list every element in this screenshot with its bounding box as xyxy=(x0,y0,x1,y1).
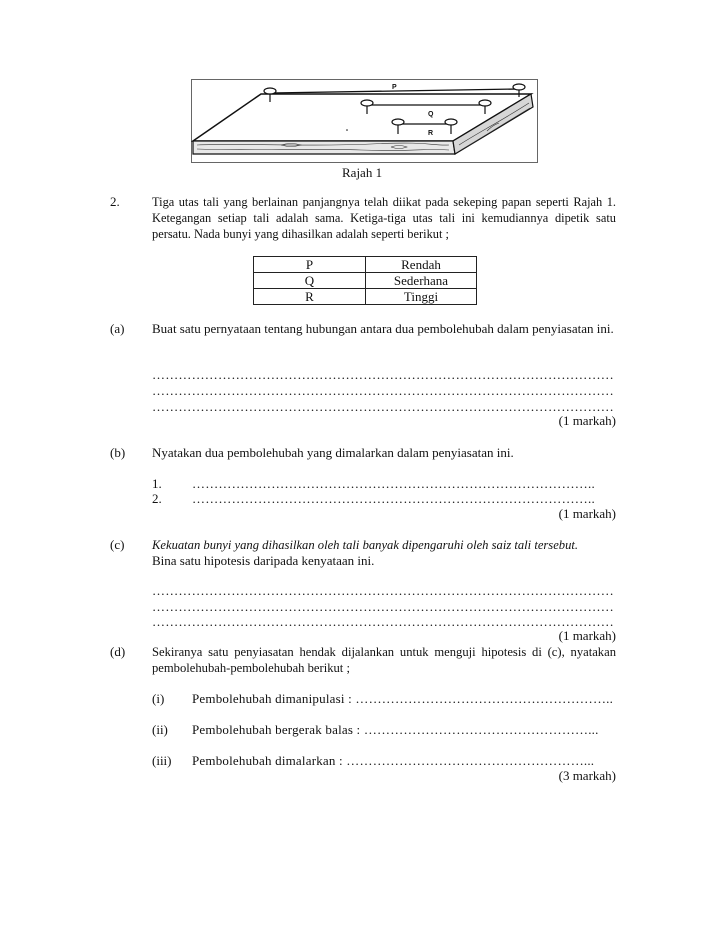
part-d-item-controlled[interactable]: Pembolehubah dimalarkan : ………………………………………………... xyxy=(192,753,595,768)
part-a-answer-line[interactable]: …………………………………………………………………………………………… xyxy=(152,383,614,398)
part-d-item-number: (i) xyxy=(152,691,165,706)
part-b-question: Nyatakan dua pembolehubah yang dimalarkan dalam penyiasatan ini. xyxy=(152,445,514,460)
part-d-item-manipulated[interactable]: Pembolehubah dimanipulasi : ………………………………………………….. xyxy=(192,691,614,706)
pitch-cell: Sederhana xyxy=(366,273,477,289)
question-intro: Tiga utas tali yang berlainan panjangnya telah diikat pada sekeping papan seperti Rajah 1. Ketegangan setiap tali adalah sama. Ketiga-tiga utas tali ini kemudiannya dipetik satu persatu. Nada bunyi yang dihasilkan adalah seperti berikut ; xyxy=(152,195,616,241)
string-cell: Q xyxy=(254,273,366,289)
figure-caption: Rajah 1 xyxy=(342,165,383,180)
part-d-item-number: (iii) xyxy=(152,753,172,768)
part-b-answer-line[interactable]: ……………………………………………………………………………….. xyxy=(192,476,595,491)
pitch-cell: Rendah xyxy=(366,257,477,273)
part-c-question: Bina satu hipotesis daripada kenyataan ini. xyxy=(152,553,375,568)
pitch-table xyxy=(253,256,477,305)
part-a-marks: (1 markah) xyxy=(558,413,616,428)
string-cell: P xyxy=(254,257,366,273)
board-with-strings-illustration xyxy=(191,79,538,163)
part-b-item-number: 1. xyxy=(152,476,162,491)
string-r-label: R xyxy=(428,130,434,137)
part-c-answer-line[interactable]: …………………………………………………………………………………………… xyxy=(152,583,614,598)
table-row xyxy=(254,289,477,305)
part-d-label: (d) xyxy=(110,644,126,659)
part-d-item-responding[interactable]: Pembolehubah bergerak balas : ……………………………………………... xyxy=(192,722,599,737)
string-cell: R xyxy=(254,289,366,305)
part-c-answer-line[interactable]: …………………………………………………………………………………………… xyxy=(152,599,614,614)
part-b-marks: (1 markah) xyxy=(558,506,616,521)
part-d-item-number: (ii) xyxy=(152,722,168,737)
part-b-label: (b) xyxy=(110,445,126,460)
table-row xyxy=(254,257,477,273)
table-row xyxy=(254,273,477,289)
part-b-answer-line[interactable]: ……………………………………………………………………………….. xyxy=(192,491,595,506)
part-c-label: (c) xyxy=(110,537,125,552)
part-c-marks: (1 markah) xyxy=(558,628,616,643)
part-a-answer-line[interactable]: …………………………………………………………………………………………… xyxy=(152,367,614,382)
part-b-item-number: 2. xyxy=(152,491,162,506)
part-a-label: (a) xyxy=(110,321,125,336)
part-c-statement: Kekuatan bunyi yang dihasilkan oleh tali banyak dipengaruhi oleh saiz tali tersebut. xyxy=(152,538,579,552)
part-a-question: Buat satu pernyataan tentang hubungan antara dua pembolehubah dalam penyiasatan ini. xyxy=(152,321,614,336)
string-p-label: P xyxy=(392,84,397,91)
part-d-question: Sekiranya satu penyiasatan hendak dijalankan untuk menguji hipotesis di (c), nyatakan pembolehubah-pembolehubah berikut ; xyxy=(152,645,616,675)
question-number: 2. xyxy=(110,194,120,209)
figure-rajah-1 xyxy=(191,79,538,163)
string-q-label: Q xyxy=(428,111,434,118)
part-a-answer-line[interactable]: …………………………………………………………………………………………… xyxy=(152,399,614,414)
part-c-answer-line[interactable]: …………………………………………………………………………………………… xyxy=(152,614,614,629)
part-d-marks: (3 markah) xyxy=(558,768,616,783)
pitch-cell: Tinggi xyxy=(366,289,477,305)
